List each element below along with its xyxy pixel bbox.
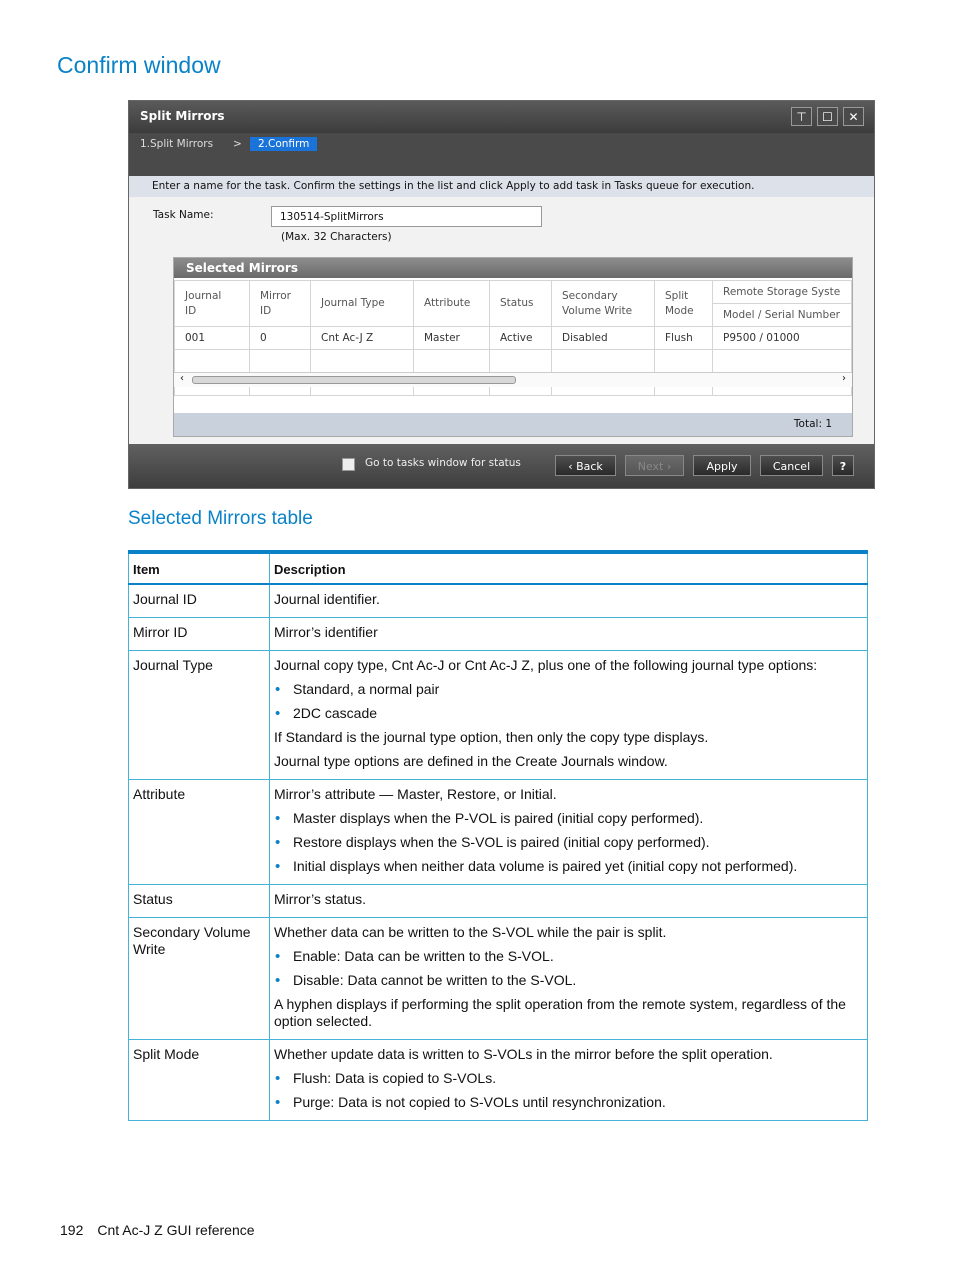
wizard-breadcrumb (129, 133, 874, 176)
col-split-mode[interactable]: Split Mode (655, 281, 713, 327)
page-footer (60, 1222, 255, 1238)
table-row (129, 618, 868, 651)
col-journal-type[interactable]: Journal Type (311, 281, 414, 327)
item-cell: Attribute (129, 780, 270, 885)
pin-icon[interactable]: ⊤ (791, 107, 812, 126)
table-row (129, 918, 868, 1040)
list-item: • Purge: Data is not copied to S-VOLs until resynchronization. (274, 1094, 863, 1111)
bullet-list (274, 810, 863, 875)
item-cell: Split Mode (129, 1040, 270, 1121)
close-icon[interactable]: ✕ (843, 107, 864, 126)
scrollbar-thumb[interactable] (192, 376, 516, 384)
help-icon[interactable]: ? (832, 455, 854, 476)
wizard-footer (129, 444, 874, 488)
scroll-left-icon[interactable]: ‹ (180, 373, 184, 384)
apply-button[interactable]: Apply (693, 455, 751, 476)
col-remote-storage-system[interactable]: Remote Storage Syste Model / Serial Number (713, 281, 852, 327)
table-row (129, 1040, 868, 1121)
list-item: • Initial displays when neither data volume is paired yet (initial copy not performed). (274, 858, 863, 875)
col-secondary-volume-write[interactable]: Secondary Volume Write (552, 281, 655, 327)
window-title: Split Mirrors (140, 109, 225, 123)
item-cell: Status (129, 885, 270, 918)
description-cell: Mirror’s attribute — Master, Restore, or Initial. • Master displays when the P-VOL is paired (initial copy performed). • Restore displays when the S-VOL is paired (initial copy performed). • Initial displays when neither data volume is paired yet (initial copy not performed). (270, 780, 868, 885)
header-item: Item (129, 552, 270, 584)
description-cell: Whether data can be written to the S-VOL while the pair is split. • Enable: Data can be written to the S-VOL. • Disable: Data cannot be written to the S-VOL. A hyphen displays if performing the split operation from the remote system, regardless of the option selected. (270, 918, 868, 1040)
description-cell: Journal identifier. (270, 584, 868, 618)
bullet-list (274, 681, 863, 722)
window-titlebar (129, 101, 874, 133)
table-row (129, 584, 868, 618)
task-name-hint: (Max. 32 Characters) (281, 231, 392, 243)
list-item: • Restore displays when the S-VOL is paired (initial copy performed). (274, 834, 863, 851)
scroll-right-icon[interactable]: › (842, 373, 846, 384)
task-name-input[interactable]: 130514-SplitMirrors (271, 206, 542, 227)
breadcrumb-step-confirm: 2.Confirm (250, 137, 317, 151)
description-cell: Whether update data is written to S-VOLs in the mirror before the split operation. • Flush: Data is copied to S-VOLs. • Purge: Data is not copied to S-VOLs until resynchronization. (270, 1040, 868, 1121)
table-row[interactable]: 001 0 Cnt Ac-J Z Master Active Disabled Flush P9500 / 01000 (175, 327, 852, 350)
go-to-tasks-label: Go to tasks window for status (365, 457, 521, 469)
back-button[interactable]: ‹ Back (555, 455, 616, 476)
selected-mirrors-panel (173, 257, 853, 437)
header-description: Description (270, 552, 868, 584)
total-bar (174, 413, 852, 436)
list-item: • 2DC cascade (274, 705, 863, 722)
description-table (128, 550, 868, 1121)
breadcrumb-step-split-mirrors[interactable]: 1.Split Mirrors (140, 138, 214, 150)
col-attribute[interactable]: Attribute (414, 281, 490, 327)
breadcrumb-separator: > (233, 138, 242, 150)
list-item: • Master displays when the P-VOL is paired (initial copy performed). (274, 810, 863, 827)
item-cell: Mirror ID (129, 618, 270, 651)
list-item: • Flush: Data is copied to S-VOLs. (274, 1070, 863, 1087)
table-row (129, 780, 868, 885)
total-count: Total: 1 (793, 418, 832, 430)
table-row (129, 885, 868, 918)
list-item: • Enable: Data can be written to the S-VOL. (274, 948, 863, 965)
page-number: 192 (60, 1222, 84, 1238)
instruction-text: Enter a name for the task. Confirm the settings in the list and click Apply to add task in Tasks queue for execution. (152, 180, 755, 192)
task-name-label: Task Name: (153, 209, 214, 221)
selected-mirrors-title: Selected Mirrors (174, 258, 852, 278)
split-mirrors-window (128, 100, 875, 489)
col-journal-id[interactable]: Journal ID (175, 281, 250, 327)
instruction-bar (129, 176, 874, 197)
go-to-tasks-checkbox[interactable] (342, 458, 355, 471)
item-cell: Journal ID (129, 584, 270, 618)
table-row (129, 651, 868, 780)
table-header-row (129, 552, 868, 584)
section-heading: Selected Mirrors table (128, 508, 313, 529)
grid-header-row (175, 281, 852, 327)
horizontal-scrollbar[interactable] (174, 372, 852, 387)
cancel-button[interactable]: Cancel (760, 455, 823, 476)
description-cell: Mirror’s identifier (270, 618, 868, 651)
item-cell: Secondary Volume Write (129, 918, 270, 1040)
bullet-list (274, 1070, 863, 1111)
list-item: • Standard, a normal pair (274, 681, 863, 698)
maximize-icon[interactable]: ☐ (817, 107, 838, 126)
page-title: Confirm window (57, 52, 221, 78)
col-status[interactable]: Status (490, 281, 552, 327)
next-button[interactable]: Next › (625, 455, 684, 476)
footer-title: Cnt Ac-J Z GUI reference (97, 1222, 255, 1238)
description-cell: Mirror’s status. (270, 885, 868, 918)
table-row-empty (175, 350, 852, 373)
item-cell: Journal Type (129, 651, 270, 780)
col-mirror-id[interactable]: Mirror ID (250, 281, 311, 327)
list-item: • Disable: Data cannot be written to the S-VOL. (274, 972, 863, 989)
description-cell: Journal copy type, Cnt Ac-J or Cnt Ac-J Z, plus one of the following journal type options: • Standard, a normal pair • 2DC cascade If Standard is the journal type option, then only the copy type displays. Journal type options are defined in the Create Journals window. (270, 651, 868, 780)
bullet-list (274, 948, 863, 989)
